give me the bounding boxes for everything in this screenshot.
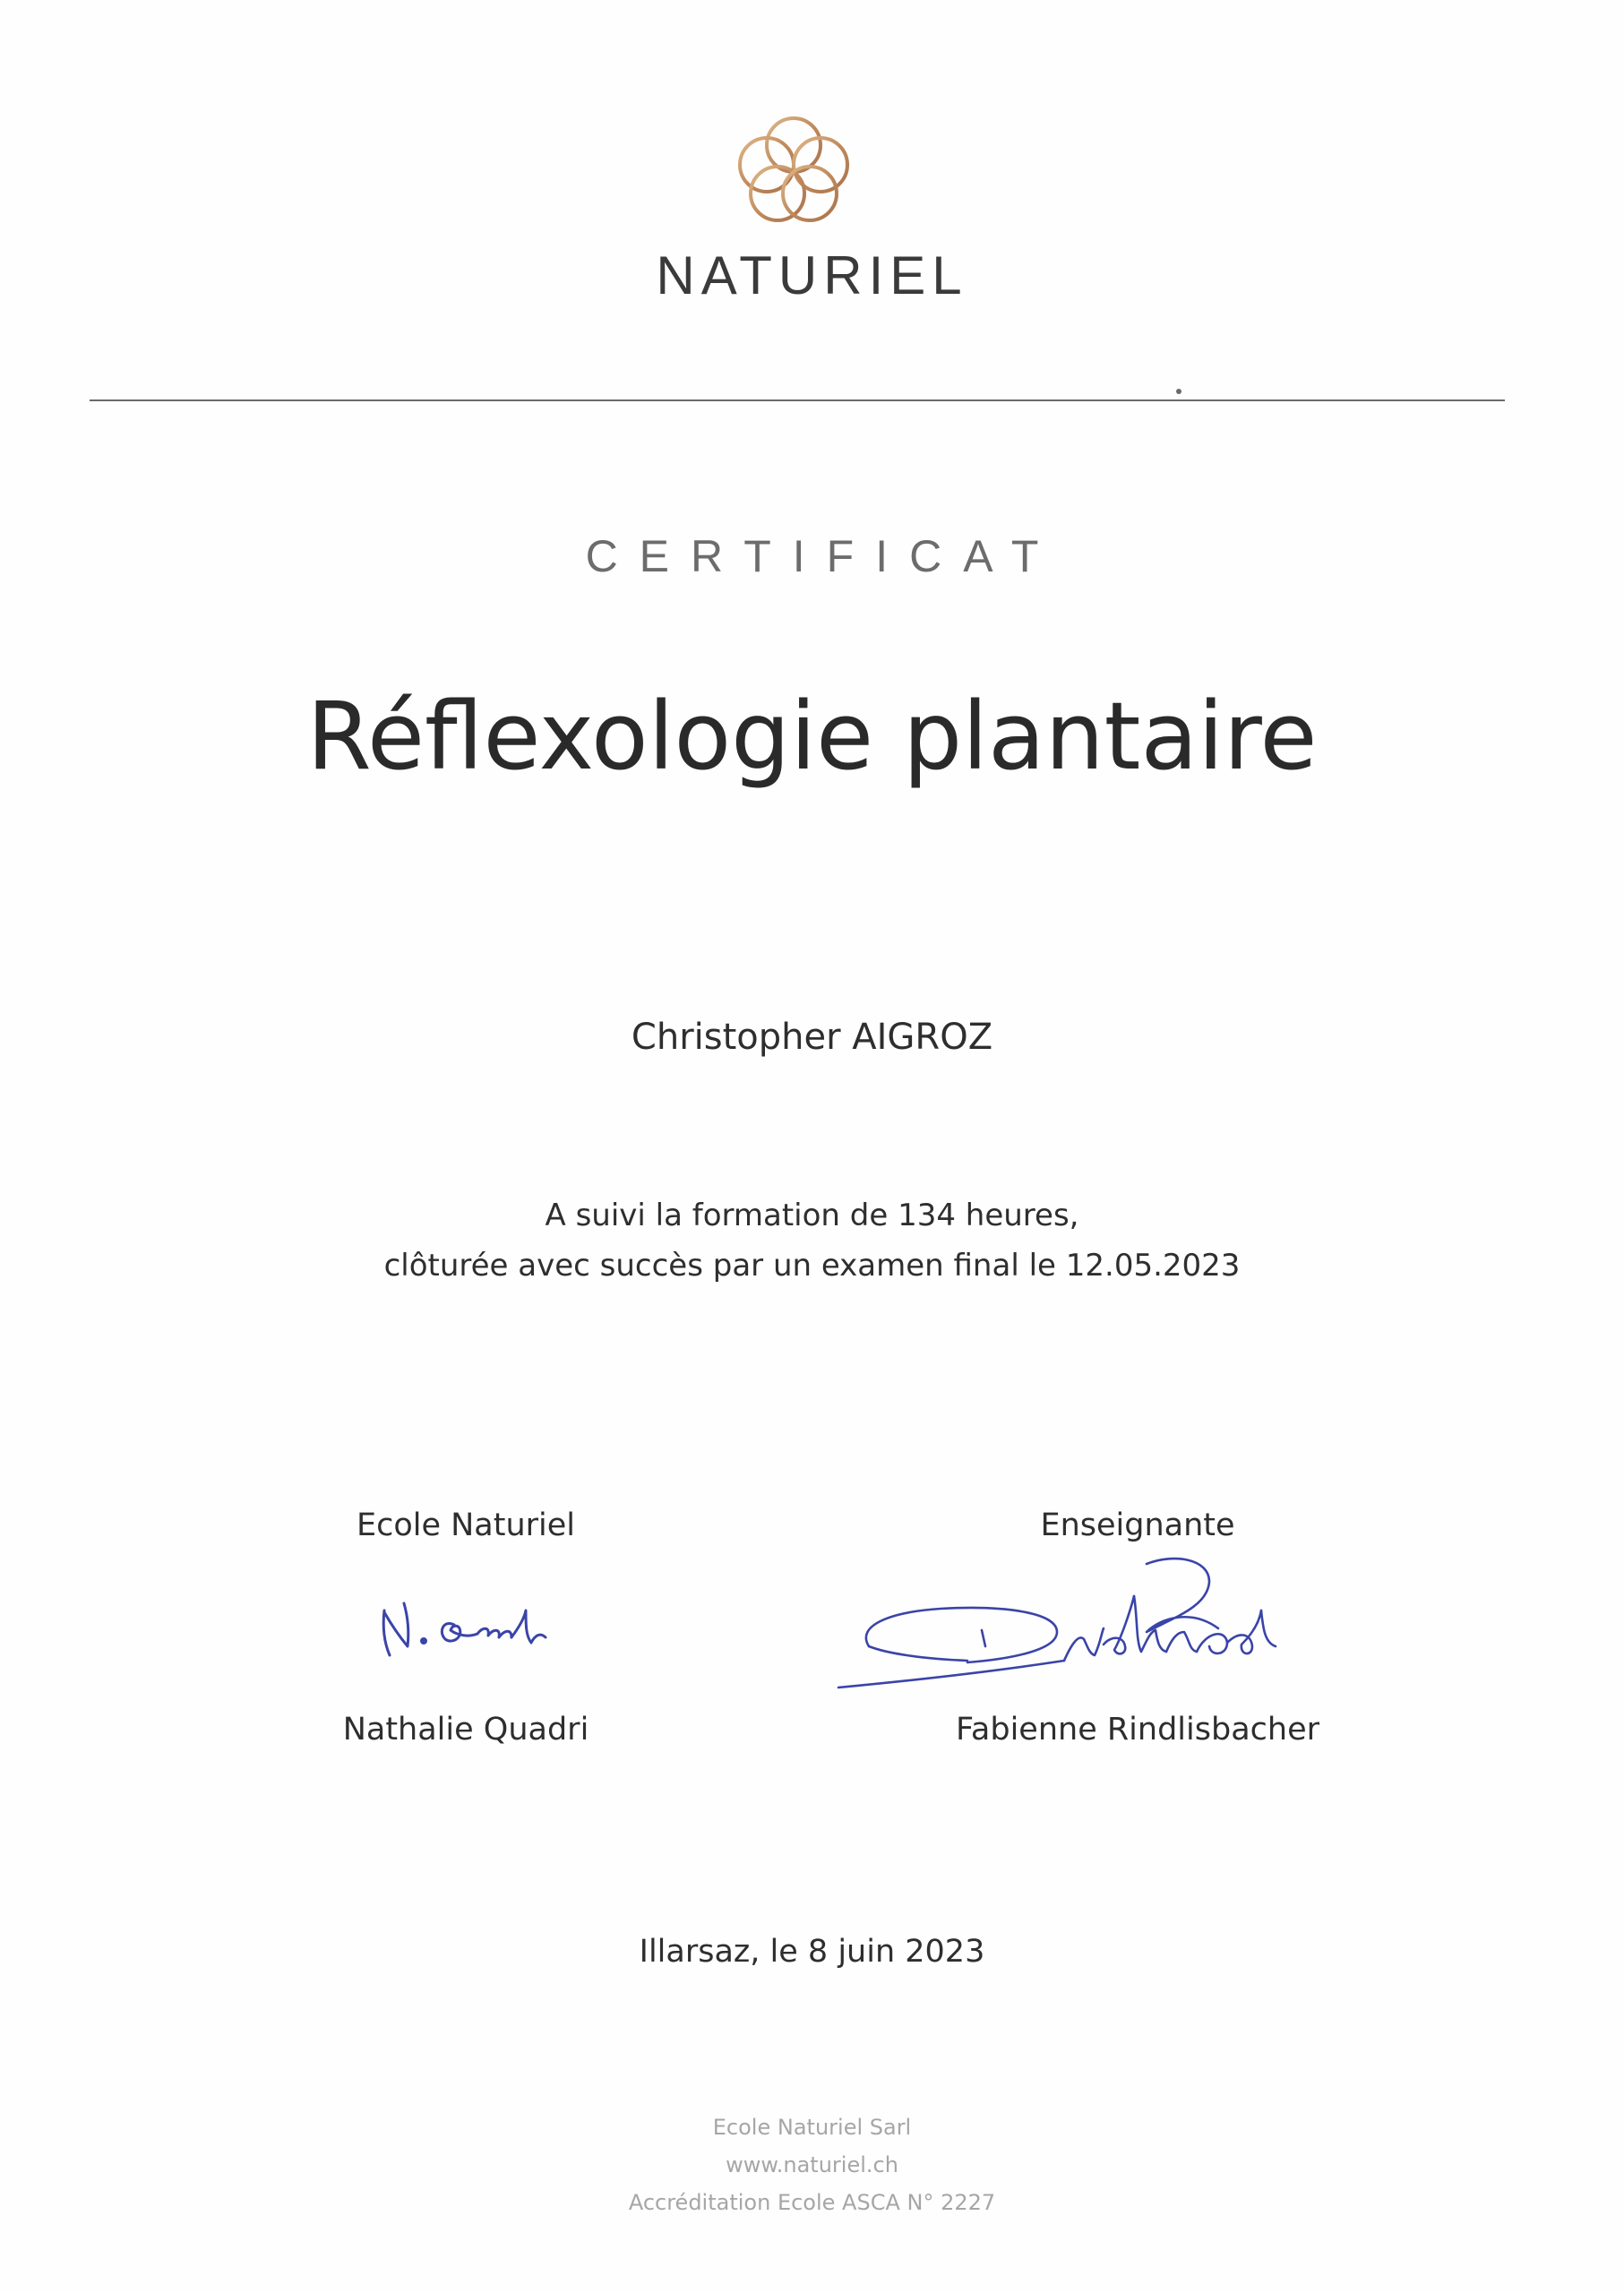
handwritten-signature-teacher [833,1546,1353,1689]
signatory-name-teacher: Fabienne Rindlisbacher [955,1712,1319,1748]
header-divider [90,399,1505,401]
brand-name: NATURIEL [656,245,968,305]
signature-block-school [287,1507,645,1752]
place-and-date: Illarsaz, le 8 juin 2023 [639,1934,985,1970]
signature-heading-teacher: Enseignante [1040,1507,1235,1543]
signature-block-teacher [905,1507,1371,1752]
divider-dot [1176,389,1181,394]
handwritten-signature-school [372,1584,560,1664]
description-line-1: A suivi la formation de 134 heures, [545,1198,1079,1233]
signature-heading-school: Ecole Naturiel [356,1507,576,1543]
description-line-2: clôturée avec succès par un examen final le 12.05.2023 [383,1248,1241,1284]
signatory-name-school: Nathalie Quadri [342,1712,589,1748]
course-title: Réflexologie plantaire [306,682,1318,791]
overlapping-rings-flower-icon [722,100,865,244]
certificate-label: CERTIFICAT [585,531,1061,581]
recipient-name: Christopher AIGROZ [631,1017,993,1058]
footer-website: www.naturiel.ch [726,2152,898,2177]
footer-accreditation: Accréditation Ecole ASCA N° 2227 [628,2190,996,2215]
footer-company: Ecole Naturiel Sarl [712,2115,912,2140]
